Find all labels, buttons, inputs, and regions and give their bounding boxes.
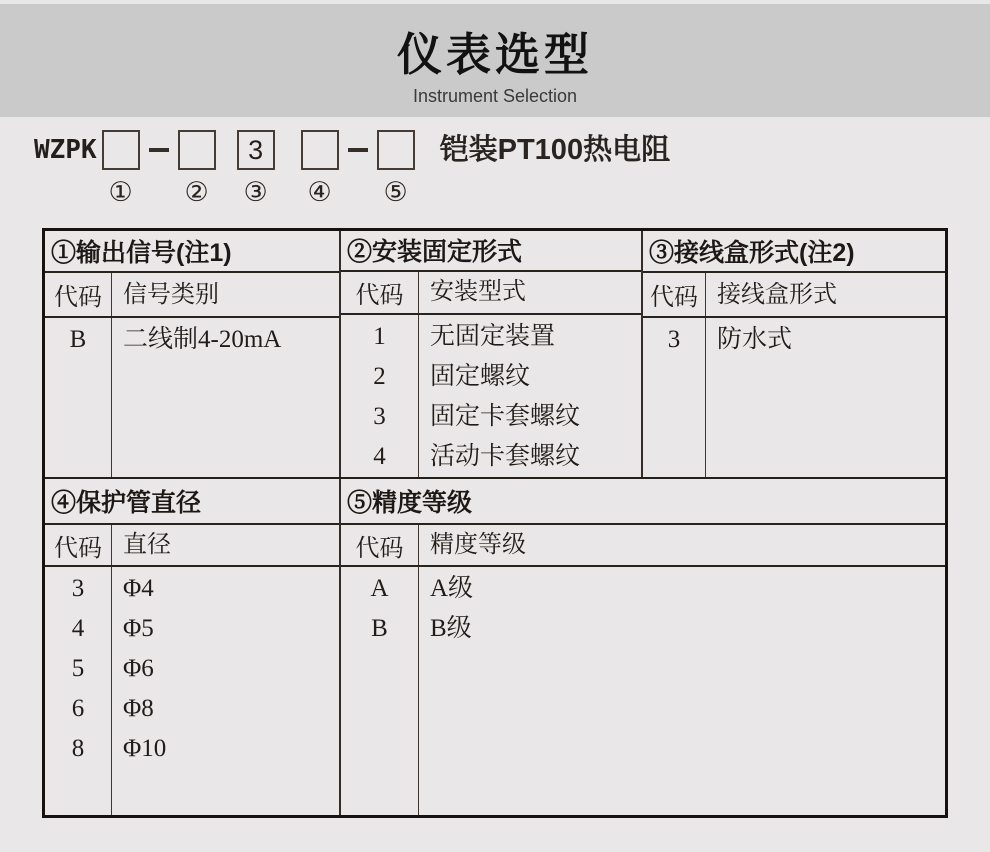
label-cell: Φ4 — [123, 575, 154, 602]
model-code-line — [34, 130, 670, 206]
label-cell: B级 — [430, 615, 472, 642]
table-rows — [341, 567, 945, 815]
circled-number-1: ① — [108, 177, 133, 208]
label-cells — [112, 318, 339, 477]
code-cell: 5 — [71, 655, 85, 682]
label-cell: 固定螺纹 — [430, 363, 531, 390]
table-rows — [643, 318, 945, 477]
code-cells — [341, 315, 419, 477]
table-section-lower — [45, 477, 945, 815]
column-header-code: 代码 — [45, 273, 112, 316]
label-cell: 无固定装置 — [430, 323, 556, 350]
column-header-code: 代码 — [45, 525, 112, 565]
label-cell: 活动卡套螺纹 — [430, 443, 581, 470]
code-box-unit-4 — [301, 130, 339, 206]
label-cell: Φ6 — [123, 655, 154, 682]
code-cell: 3 — [373, 403, 386, 430]
code-cell: 3 — [71, 575, 85, 602]
table-rows — [45, 318, 339, 477]
code-box-1 — [102, 130, 140, 170]
table-rows — [45, 567, 339, 815]
column-headers — [643, 273, 945, 318]
table-rows — [341, 315, 641, 477]
code-cells — [341, 567, 419, 815]
column-header-code: 代码 — [643, 273, 706, 316]
code-cells — [643, 318, 706, 477]
label-cells — [706, 318, 945, 477]
table-section-upper — [45, 231, 945, 477]
dash-separator — [149, 148, 169, 152]
table-output-signal — [45, 231, 341, 477]
code-cell: 2 — [373, 363, 386, 390]
code-cell: B — [371, 615, 388, 642]
column-header-label: 直径 — [123, 532, 171, 558]
label-cells — [419, 315, 641, 477]
code-cell: 3 — [667, 326, 681, 353]
code-box-3-value: 3 — [248, 134, 264, 165]
code-cells — [45, 567, 112, 815]
table-accuracy-class — [341, 479, 945, 815]
code-box-unit-1 — [102, 130, 140, 206]
label-cells — [419, 567, 945, 815]
column-headers — [45, 525, 339, 567]
label-cell: Φ8 — [123, 695, 154, 722]
table-junction-box — [643, 231, 945, 477]
selection-table — [42, 228, 948, 818]
group-title-mounting-type: ②安装固定形式 — [341, 231, 641, 272]
code-box-4 — [301, 130, 339, 170]
label-cell: Φ5 — [123, 615, 154, 642]
code-cell: 4 — [71, 615, 85, 642]
code-box-unit-2 — [178, 130, 216, 206]
code-cell: 8 — [71, 735, 85, 762]
column-header-label: 接线盒形式 — [717, 281, 837, 308]
model-code-prefix: WZPK — [34, 135, 97, 165]
code-box-5 — [377, 130, 415, 170]
code-box-unit-5 — [377, 130, 415, 206]
column-headers — [341, 525, 945, 567]
code-cell: 4 — [373, 443, 386, 470]
column-headers — [45, 273, 339, 318]
circled-number-2: ② — [184, 177, 209, 208]
group-title-output-signal: ①输出信号(注1) — [45, 231, 339, 273]
code-cell: 1 — [373, 323, 386, 350]
circled-number-4: ④ — [307, 177, 332, 208]
label-cell: Φ10 — [123, 735, 167, 762]
label-cell: 二线制4-20mA — [123, 326, 282, 353]
code-box-unit-3 — [237, 130, 275, 206]
table-protection-tube-diameter — [45, 479, 341, 815]
label-cells — [112, 567, 339, 815]
label-cell: 固定卡套螺纹 — [430, 403, 581, 430]
column-header-code: 代码 — [341, 525, 419, 565]
column-header-label: 信号类别 — [123, 281, 219, 308]
code-cell: B — [69, 326, 87, 353]
code-box-3 — [237, 130, 275, 170]
column-headers — [341, 272, 641, 315]
group-title-accuracy-class: ⑤精度等级 — [341, 479, 945, 525]
label-cell: 防水式 — [717, 326, 793, 353]
page-subtitle: Instrument Selection — [412, 86, 578, 106]
code-cells — [45, 318, 112, 477]
circled-number-3: ③ — [243, 177, 268, 208]
circled-number-5: ⑤ — [383, 177, 408, 208]
header-band — [0, 4, 990, 117]
column-header-label: 安装型式 — [430, 279, 526, 306]
code-box-2 — [178, 130, 216, 170]
column-header-code: 代码 — [341, 272, 419, 313]
column-header-label: 精度等级 — [430, 532, 526, 558]
group-title-junction-box: ③接线盒形式(注2) — [643, 231, 945, 273]
group-title-protection-tube: ④保护管直径 — [45, 479, 339, 525]
model-code-description: 铠装PT100热电阻 — [439, 134, 671, 166]
dash-separator — [348, 148, 368, 152]
table-mounting-type — [341, 231, 643, 477]
label-cell: A级 — [430, 575, 474, 602]
page-title: 仪表选型 — [396, 29, 593, 80]
code-cell: A — [370, 575, 389, 602]
code-cell: 6 — [71, 695, 85, 722]
